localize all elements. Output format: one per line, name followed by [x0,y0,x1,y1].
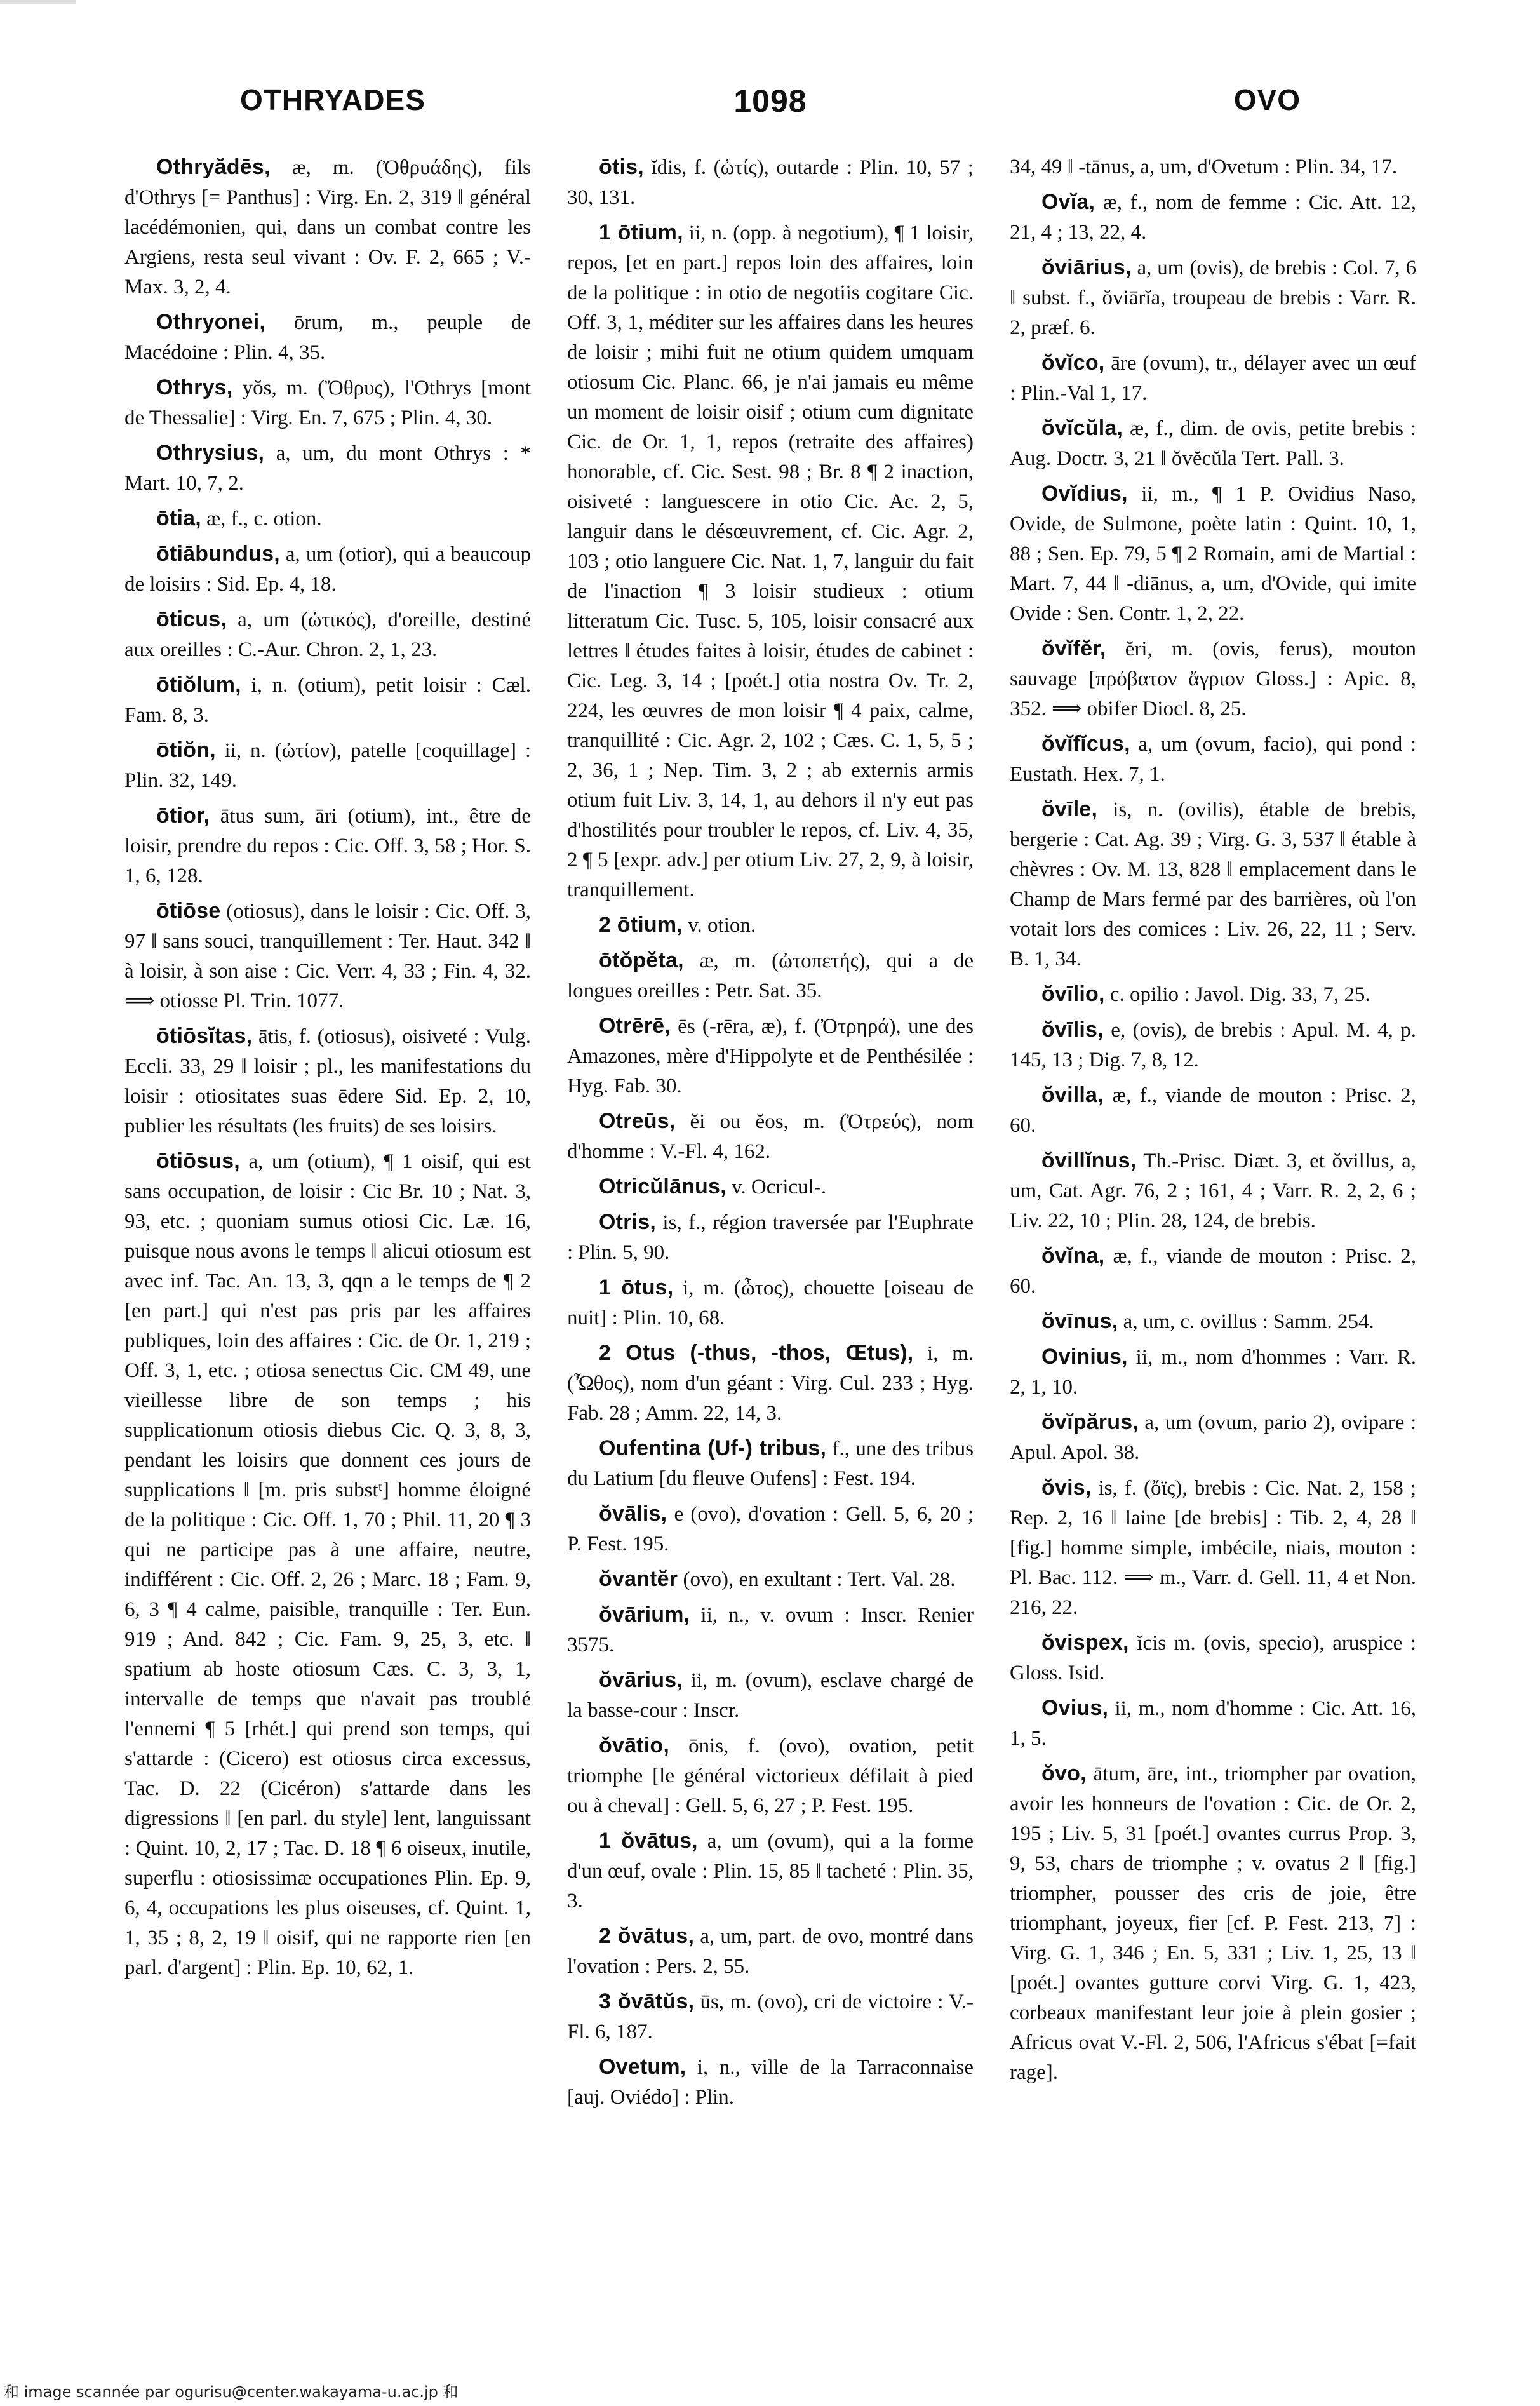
entry-headword: Ovinius, [1041,1345,1128,1369]
scan-artifact [0,0,76,4]
dictionary-entry [124,438,531,499]
entry-definition: ii, m., nom d'homme : Cic. Att. 16, 1, 5. [1010,1697,1416,1750]
entry-headword: ŏvīlio, [1041,982,1105,1006]
entry-definition: ūs, m. (ovo), cri de victoire : V.-Fl. 6, 187. [567,1991,974,2043]
entry-headword: ŏvārium, [599,1603,690,1627]
entry-definition: Th.-Prisc. Diæt. 3, et ŏvillus, a, um, Cat. Agr. 76, 2 ; 161, 4 ; Varr. R. 2, 2, 6 ; Liv. 22, 10 ; Plin. 28, 124, de brebis. [1010,1150,1416,1232]
entry-headword: ŏvĭpărus, [1041,1410,1139,1434]
dictionary-entry [124,670,531,730]
dictionary-entry [567,1106,974,1167]
dictionary-entry [567,1499,974,1559]
entry-headword: ōtiābundus, [156,542,280,566]
dictionary-entry [567,218,974,905]
entry-headword: ŏvis, [1041,1475,1092,1500]
dictionary-entry [567,910,974,941]
dictionary-entry [567,1600,974,1660]
entry-headword: ōtis, [599,155,644,179]
entry-definition: i, n. (otium), petit loisir : Cæl. Fam. 8, 3. [124,674,531,727]
dictionary-entry [1010,479,1416,629]
dictionary-entry [124,896,531,1016]
entry-definition: ii, m., ¶ 1 P. Ovidius Naso, Ovide, de Sulmone, poète latin : Quint. 10, 1, 88 ; Sen. Ep. 79, 5 ¶ 2 Romain, ami de Martial : Mart. 7, 44 ‖ -diānus, a, um, d'Ovide, qui imite Ovide : Sen. Contr. 1, 2, 22. [1010,483,1416,625]
entry-definition: æ, f., nom de femme : Cic. Att. 12, 21, 4 ; 13, 22, 4. [1010,191,1416,244]
entry-definition: i, n., ville de la Tarraconnaise [auj. Oviédo] : Plin. [567,2056,974,2109]
entry-definition: is, f., région traversée par l'Euphrate : Plin. 5, 90. [567,1211,974,1264]
dictionary-entry [1010,1080,1416,1141]
dictionary-entry [124,605,531,665]
dictionary-entry [1010,1241,1416,1301]
entry-headword: ōtiŏn, [156,738,216,762]
entry-definition: æ, f., c. otion. [201,507,322,530]
entry-definition: a, um (ovum), qui a la forme d'un œuf, ovale : Plin. 15, 85 ‖ tacheté : Plin. 35, 3. [567,1830,974,1912]
dictionary-entry [1010,1408,1416,1468]
entry-definition: æ, m. (Ὀθρυάδης), fils d'Othrys [= Panthus] : Virg. En. 2, 319 ‖ général lacédémonien, qui, dans un combat contre les Argiens, resta seul vivant : Ov. F. 2, 665 ; V.-Max. 3, 2, 4. [124,156,531,299]
entry-definition: ĭcis m. (ovis, specio), aruspice : Gloss. Isid. [1010,1632,1416,1684]
entry-definition: ōrum, m., peuple de Macédoine : Plin. 4, 35. [124,311,531,364]
dictionary-entry [567,1564,974,1595]
entry-headword: ŏvĭco, [1041,351,1105,375]
entry-headword: ŏvĭfĕr, [1041,636,1106,661]
page-number: 1098 [733,83,807,119]
entry-headword: Ovetum, [599,2055,686,2079]
entry-headword: ŏvīlis, [1041,1018,1104,1042]
entry-definition: a, um, c. ovillus : Samm. 254. [1118,1310,1374,1333]
dictionary-entry [124,504,531,534]
column-3 [1010,152,1416,2331]
entry-headword: Ovius, [1041,1696,1109,1720]
entry-headword: Othrys, [156,375,233,400]
dictionary-entry [567,946,974,1006]
entry-headword: 1 ōtium, [599,220,683,245]
entry-headword: ŏvālis, [599,1502,667,1526]
entry-definition: ii, n., v. ovum : Inscr. Renier 3575. [567,1604,974,1657]
running-head [240,83,1301,133]
entry-definition: ii, m., nom d'hommes : Varr. R. 2, 1, 10. [1010,1346,1416,1399]
entry-headword: ōtŏpĕta, [599,948,684,972]
entry-definition: a, um (ovum, facio), qui pond : Eustath. Hex. 7, 1. [1010,733,1416,786]
dictionary-entry [1010,1759,1416,2088]
entry-headword: Othrysius, [156,441,265,465]
entry-definition: v. Ocricul-. [726,1176,827,1199]
dictionary-entry [567,1921,974,1982]
entry-headword: 3 ŏvātŭs, [599,1989,695,2013]
entry-headword: Oufentina (Uf-) tribus, [599,1436,827,1460]
entry-headword: 2 ōtium, [599,913,683,937]
dictionary-entry [1010,1473,1416,1623]
text-columns [124,152,1416,2331]
entry-definition: āre (ovum), tr., délayer avec un œuf : Plin.-Val 1, 17. [1010,352,1416,405]
dictionary-entry [1010,1693,1416,1754]
entry-definition: (otiosus), dans le loisir : Cic. Off. 3, 97 ‖ sans souci, tranquillement : Ter. Haut. 342 ‖ à loisir, à son aise : Cic. Verr. 4, 33 ; Fin. 4, 32. ⟹ otiosse Pl. Trin. 1077. [124,900,531,1012]
entry-headword: ōtia, [156,506,201,530]
dictionary-entry [1010,1307,1416,1337]
entry-headword: ōticus, [156,607,227,631]
dictionary-entry [1010,1146,1416,1236]
dictionary-entry [1010,795,1416,974]
dictionary-entry [1010,1342,1416,1402]
entry-headword: Othryonei, [156,310,266,334]
entry-definition: a, um (otium), ¶ 1 oisif, qui est sans occupation, de loisir : Cic Br. 10 ; Nat. 3, 93, etc. ; quoniam sumus otiosi Cic. Læ. 16, puisque nous avons le temps ‖ alicui otiosum est avec inf. Tac. An. 13, 3, qqn a le temps de ¶ 2 [en part.] qui n'est pas pris par les affaires publiques, loin des affaires : Cic. de Or. 1, 219 ; Off. 3, 1, etc. ; otiosa senectus Cic. CM 49, une vieillesse libre de son temps ; his supplicationum otiosis diebus Cic. Q. 3, 8, 3, pendant les loisirs que donnent ces jours de supplications ‖ [m. pris substᵗ] homme éloigné de la politique : Cic. Off. 1, 70 ; Phil. 11, 20 ¶ 3 qui ne participe pas à une affaire, neutre, indifférent : Cic. Off. 2, 26 ; Marc. 18 ; Fam. 9, 6, 3 ¶ 4 calme, paisible, tranquille : Ter. Eun. 919 ; And. 842 ; Cic. Fam. 9, 25, 3, etc. ‖ spatium ab hoste otiosum Cæs. C. 3, 3, 1, intervalle de temps que n'avait pas troublé l'ennemi ¶ 5 [rhét.] qui prend son temps, qui s'attarde : (Cicero) est otiosus circa excessus, Tac. D. 22 (Cicéron) s'attarde dans les digressions ‖ [en parl. du style] lent, languissant : Quint. 10, 2, 17 ; Tac. D. 18 ¶ 6 oiseux, inutile, superflu : otiosissimæ occupationes Plin. Ep. 9, 6, 4, occupations les plus oiseuses, cf. Quint. 1, 1, 35 ; 8, 2, 19 ‖ oisif, qui ne rapporte rien [en parl. d'argent] : Plin. Ep. 10, 62, 1. [124,1150,531,1979]
dictionary-entry [567,1172,974,1202]
dictionary-entry [567,1207,974,1268]
dictionary-entry [567,1826,974,1916]
column-1 [124,152,531,2331]
entry-headword: ōtiōsĭtas, [156,1024,253,1048]
entry-headword: ŏvātio, [599,1733,669,1757]
scan-credit: 和 image scannée par ogurisu@center.wakayama-u.ac.jp 和 [4,2383,459,2401]
dictionary-entry [567,1987,974,2047]
entry-headword: ŏvīnus, [1041,1309,1118,1333]
dictionary-entry [567,1731,974,1821]
entry-headword: Otreūs, [599,1109,676,1133]
dictionary-entry [124,801,531,891]
entry-definition: f., une des tribus du Latium [du fleuve Oufens] : Fest. 194. [567,1437,974,1490]
entry-definition: c. opilio : Javol. Dig. 33, 7, 25. [1104,983,1370,1006]
entry-headword: ŏvo, [1041,1761,1087,1785]
entry-definition: e (ovo), d'ovation : Gell. 5, 6, 20 ; P. Fest. 195. [567,1503,974,1556]
entry-headword: Ovĭa, [1041,190,1095,214]
dictionary-entry [567,1665,974,1726]
entry-definition: æ, f., dim. de ovis, petite brebis : Aug. Doctr. 3, 21 ‖ ŏvĕcŭla Tert. Pall. 3. [1010,417,1416,470]
entry-definition: ātum, āre, int., triompher par ovation, avoir les honneurs de l'ovation : Cic. de Or. 2, 195 ; Liv. 5, 31 [poét.] ovantes currus Prop. 3, 9, 53, chars de triomphe ; v. ovatus 2 ‖ [fig.] triompher, pousser des cris de joie, être triomphant, joyeux, fier [cf. P. Fest. 213, 7] : Virg. G. 1, 346 ; En. 5, 331 ; Liv. 1, 25, 13 ‖ [poét.] ovantes gutture corvi Virg. G. 1, 423, corbeaux manifestant leur joie à plein gosier ; Africus ovat V.-Fl. 2, 506, l'Africus s'ébat [=fait rage]. [1010,1763,1416,2084]
dictionary-entry [124,373,531,433]
dictionary-entry [1010,634,1416,724]
entry-headword: Otrērē, [599,1014,671,1038]
dictionary-entry [1010,729,1416,790]
dictionary-entry [567,1434,974,1494]
dictionary-entry [567,1338,974,1428]
dictionary-entry [567,2052,974,2113]
dictionary-entry [124,152,531,302]
entry-headword: 2 ŏvātus, [599,1924,695,1948]
dictionary-entry [124,307,531,368]
dictionary-entry [124,1021,531,1141]
dictionary-entry [1010,253,1416,343]
entry-headword: ōtiōse [156,899,221,923]
dictionary-entry [1010,348,1416,408]
entry-definition: (ovo), en exultant : Tert. Val. 28. [678,1568,956,1591]
entry-headword: ŏvantĕr [599,1567,678,1591]
entry-headword: ōtior, [156,803,210,828]
dictionary-entry [1010,413,1416,474]
entry-headword: ŏvĭna, [1041,1244,1105,1268]
entry-headword: Otris, [599,1210,657,1234]
entry-headword: ŏvārius, [599,1668,683,1692]
running-head-right: OVO [1233,83,1301,116]
dictionary-entry [124,1146,531,1983]
dictionary-entry [1010,1015,1416,1075]
entry-headword: ōtiōsus, [156,1149,240,1173]
entry-headword: ōtiŏlum, [156,673,241,697]
dictionary-entry [124,736,531,796]
dictionary-entry [567,1011,974,1101]
entry-definition: ĕi ou ĕos, m. (Ὀτρεύς), nom d'homme : V.-Fl. 4, 162. [567,1110,974,1163]
entry-definition: ātus sum, āri (otium), int., être de loisir, prendre du repos : Cic. Off. 3, 58 ; Hor. S. 1, 6, 128. [124,805,531,887]
entry-definition: is, f. (ὄϊς), brebis : Cic. Nat. 2, 158 ; Rep. 2, 16 ‖ laine [de brebis] : Tib. 2, 4, 28 ‖ [fig.] homme simple, imbécile, niais, mouton : Pl. Bac. 112. ⟹ m., Varr. d. Gell. 11, 4 et Non. 216, 22. [1010,1477,1416,1619]
entry-definition: æ, f., viande de mouton : Prisc. 2, 60. [1010,1245,1416,1298]
entry-headword: 1 ŏvātus, [599,1829,698,1853]
entry-headword: ŏvĭfĭcus, [1041,732,1130,756]
entry-definition: ii, m. (ovum), esclave chargé de la basse-cour : Inscr. [567,1669,974,1722]
entry-headword: ŏvispex, [1041,1630,1129,1655]
entry-definition: ōnis, f. (ovo), ovation, petit triomphe [le général victorieux défilait à pied ou à cheval] : Gell. 5, 6, 27 ; P. Fest. 195. [567,1735,974,1817]
dictionary-entry [1010,152,1416,182]
entry-headword: ŏvilla, [1041,1083,1104,1107]
entry-headword: 1 ōtus, [599,1275,674,1300]
entry-headword: ŏvĭcŭla, [1041,416,1123,440]
entry-definition: ĕri, m. (ovis, ferus), mouton sauvage [πρόβατον ἄγριον Gloss.] : Apic. 8, 352. ⟹ obifer Diocl. 8, 25. [1010,638,1416,720]
entry-definition: ĭdis, f. (ὠτίς), outarde : Plin. 10, 57 ; 30, 131. [567,156,974,209]
dictionary-entry [1010,1628,1416,1688]
entry-definition: i, m. (ὦτος), chouette [oiseau de nuit] : Plin. 10, 68. [567,1277,974,1329]
entry-headword: 2 Otus (-thus, -thos, Œtus), [599,1341,914,1365]
dictionary-entry [124,539,531,600]
entry-headword: ŏviārius, [1041,255,1132,279]
entry-definition: a, um, part. de ovo, montré dans l'ovation : Pers. 2, 55. [567,1925,974,1978]
entry-definition: e, (ovis), de brebis : Apul. M. 4, p. 145, 13 ; Dig. 7, 8, 12. [1010,1019,1416,1072]
entry-headword: Ovĭdius, [1041,481,1128,506]
entry-headword: Otricŭlānus, [599,1174,726,1199]
entry-definition: yŏs, m. (Ὄθρυς), l'Othrys [mont de Thessalie] : Virg. En. 7, 675 ; Plin. 4, 30. [124,377,531,429]
entry-definition: v. otion. [682,914,756,937]
entry-definition: a, um, du mont Othrys : * Mart. 10, 7, 2. [124,442,531,495]
entry-headword: ŏvīle, [1041,797,1098,821]
entry-headword: ŏvillĭnus, [1041,1148,1137,1173]
dictionary-entry [567,152,974,213]
entry-definition: ii, n. (opp. à negotium), ¶ 1 loisir, repos, [et en part.] repos loin des affaires, loin de la politique : in otio de negotiis cogitare Cic. Off. 3, 1, méditer sur les affaires dans les heures de loisir ; mihi fuit ne otium quidem umquam otiosum Cic. Planc. 66, je n'ai jamais eu même un moment de loisir oisif ; otium cum dignitate Cic. de Or. 1, 1, repos (retraite des affaires) honorable, cf. Cic. Sest. 98 ; Br. 8 ¶ 2 inaction, oisiveté : languescere in otio Cic. Ac. 2, 5, languir dans le désœuvrement, cf. Cic. Agr. 2, 103 ; otio languere Cic. Nat. 1, 7, languir du fait de l'inaction ¶ 3 loisir studieux : otium litteratum Cic. Tusc. 5, 105, loisir consacré aux lettres ‖ études faites à loisir, études de cabinet : Cic. Leg. 3, 14 ; [poét.] otia nostra Ov. Tr. 2, 224, les œuvres de mon loisir ¶ 4 paix, calme, tranquillité : Cic. Agr. 2, 102 ; Cæs. C. 1, 5, 5 ; 2, 36, 1 ; Nep. Tim. 3, 2 ; ab externis armis otium fuit Liv. 3, 14, 1, au dehors il n'y eut pas d'hostilités pour troubler le repos, cf. Liv. 4, 35, 2 ¶ 5 [expr. adv.] per otium Liv. 27, 2, 9, à loisir, tranquillement. [567,222,974,901]
entry-definition: ēs (-rēra, æ), f. (Ὀτρηρά), une des Amazones, mère d'Hippolyte et de Penthésilée : Hyg. Fab. 30. [567,1015,974,1098]
entry-definition: ātis, f. (otiosus), oisiveté : Vulg. Eccli. 33, 29 ‖ loisir ; pl., les manifestations du loisir : otiositates suas ēdere Sid. Ep. 2, 10, publier les résultats (les fruits) de ses loisirs. [124,1025,531,1138]
dictionary-entry [1010,187,1416,248]
entry-definition: a, um (ovum, pario 2), ovipare : Apul. Apol. 38. [1010,1411,1416,1464]
entry-headword: Othryădēs, [156,155,271,179]
entry-definition: a, um (ovis), de brebis : Col. 7, 6 ‖ subst. f., ŏviārĭa, troupeau de brebis : Varr. R. 2, præf. 6. [1010,257,1416,339]
entry-definition: a, um (ὠτικός), d'oreille, destiné aux oreilles : C.-Aur. Chron. 2, 1, 23. [124,608,531,661]
entry-definition: æ, m. (ὠτοπετής), qui a de longues oreilles : Petr. Sat. 35. [567,950,974,1002]
dictionary-entry [567,1273,974,1333]
dictionary-entry [1010,979,1416,1010]
column-2 [567,152,974,2331]
entry-definition: 34, 49 ‖ -tānus, a, um, d'Ovetum : Plin. 34, 17. [1010,156,1398,178]
entry-definition: ii, n. (ὠτίον), patelle [coquillage] : Plin. 32, 149. [124,739,531,792]
running-head-left: OTHRYADES [240,83,425,116]
entry-definition: is, n. (ovilis), étable de brebis, bergerie : Cat. Ag. 39 ; Virg. G. 3, 537 ‖ étable à chèvres : Ov. M. 13, 828 ‖ emplacement dans le Champ de Mars fermé par des barrières, où l'on votait lors des comices : Liv. 26, 22, 11 ; Serv. B. 1, 34. [1010,798,1416,971]
entry-definition: a, um (otior), qui a beaucoup de loisirs : Sid. Ep. 4, 18. [124,543,531,596]
entry-definition: æ, f., viande de mouton : Prisc. 2, 60. [1010,1084,1416,1137]
entry-definition: i, m. (Ὦθος), nom d'un géant : Virg. Cul. 233 ; Hyg. Fab. 28 ; Amm. 22, 14, 3. [567,1342,974,1425]
